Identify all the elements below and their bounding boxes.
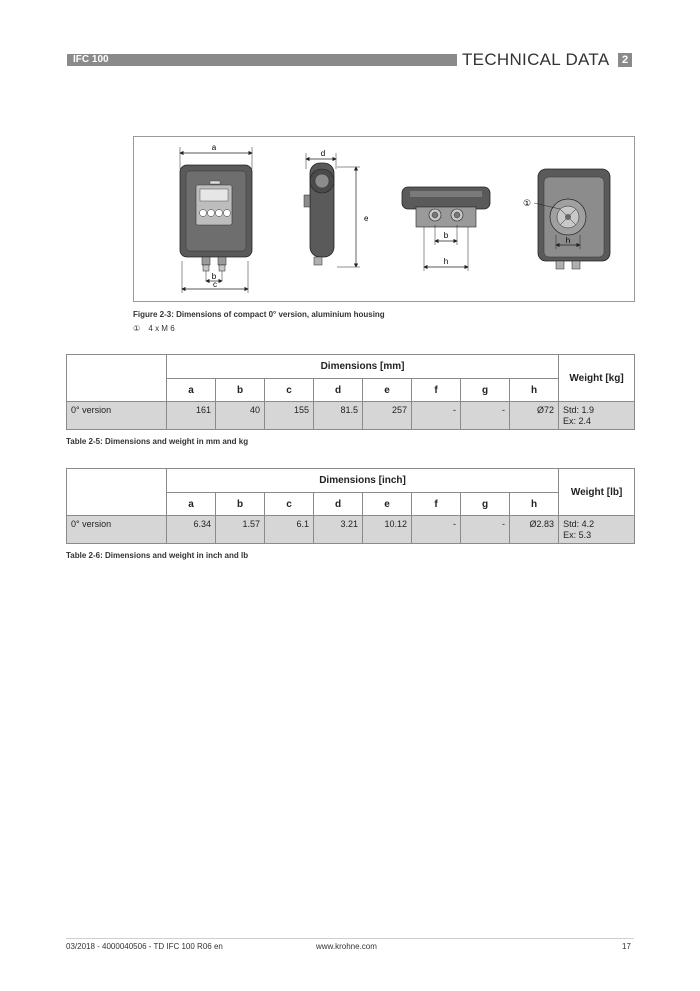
label-a: a: [211, 143, 217, 152]
weight-ex: Ex: 2.4: [563, 416, 592, 426]
header-section-title: TECHNICAL DATA: [462, 50, 610, 69]
column-header: b: [216, 493, 265, 516]
column-header: f: [412, 493, 461, 516]
table-cell: Ø2.83: [510, 516, 559, 544]
dimension-drawing: [134, 137, 636, 303]
table-cell: 1.57: [216, 516, 265, 544]
footer-page-number: 17: [622, 942, 631, 951]
dimensions-header: Dimensions [inch]: [167, 469, 559, 493]
column-header: g: [461, 379, 510, 402]
table-cell: 6.34: [167, 516, 216, 544]
table-cell: 3.21: [314, 516, 363, 544]
footer-website[interactable]: www.krohne.com: [316, 942, 377, 951]
column-header: h: [510, 379, 559, 402]
table-row: [67, 516, 635, 544]
table-cell: 257: [363, 402, 412, 430]
weight-cell: [559, 402, 635, 430]
label-b-front: b: [211, 272, 217, 281]
label-e: e: [364, 214, 369, 223]
marker-1: ①: [522, 199, 532, 209]
header-product-bar: [67, 54, 457, 66]
label-h-rear: h: [565, 236, 571, 245]
dimension-figure: [133, 136, 635, 302]
label-h-bottom: h: [443, 257, 449, 266]
table-cell: 161: [167, 402, 216, 430]
column-header: f: [412, 379, 461, 402]
column-header: e: [363, 379, 412, 402]
column-header: e: [363, 493, 412, 516]
table-row: [67, 402, 635, 430]
table-corner-cell: [67, 355, 167, 402]
column-header: d: [314, 379, 363, 402]
label-d: d: [320, 149, 326, 158]
dimensions-table-inch: [66, 468, 635, 544]
dimensions-header: Dimensions [mm]: [167, 355, 559, 379]
table-caption-mm: Table 2-5: Dimensions and weight in mm and kg: [66, 437, 249, 446]
weight-std: Std: 4.2: [563, 519, 595, 529]
figure-caption: Figure 2-3: Dimensions of compact 0° version, aluminium housing: [133, 310, 385, 319]
figure-note-text: 4 x M 6: [148, 324, 175, 333]
table-corner-cell: [67, 469, 167, 516]
column-header: c: [265, 379, 314, 402]
weight-std: Std: 1.9: [563, 405, 595, 415]
header-chapter-badge: 2: [618, 53, 632, 67]
column-header: c: [265, 493, 314, 516]
dimensions-table-mm: [66, 354, 635, 430]
column-header: b: [216, 379, 265, 402]
table-cell: -: [412, 402, 461, 430]
label-c: c: [213, 280, 217, 289]
table-cell: Ø72: [510, 402, 559, 430]
figure-note-number: ①: [133, 324, 141, 333]
table-cell: -: [461, 516, 510, 544]
table-cell: -: [412, 516, 461, 544]
column-header: g: [461, 493, 510, 516]
table-cell: 6.1: [265, 516, 314, 544]
weight-ex: Ex: 5.3: [563, 530, 592, 540]
label-b-bottom: b: [443, 231, 449, 240]
footer-rule: [66, 938, 634, 939]
table-cell: 10.12: [363, 516, 412, 544]
footer-doc-id: 03/2018 - 4000040506 - TD IFC 100 R06 en: [66, 942, 223, 951]
table-cell: -: [461, 402, 510, 430]
weight-cell: [559, 516, 635, 544]
row-label: 0° version: [67, 402, 167, 430]
column-header: a: [167, 379, 216, 402]
row-label: 0° version: [67, 516, 167, 544]
table-cell: 81.5: [314, 402, 363, 430]
column-header: h: [510, 493, 559, 516]
column-header: d: [314, 493, 363, 516]
header-product-name: IFC 100: [73, 54, 109, 65]
table-cell: 155: [265, 402, 314, 430]
table-cell: 40: [216, 402, 265, 430]
figure-note: [133, 324, 175, 333]
side-view: [304, 153, 360, 267]
column-header: a: [167, 493, 216, 516]
weight-header: Weight [kg]: [559, 355, 635, 402]
rear-view: [534, 169, 610, 269]
table-caption-inch: Table 2-6: Dimensions and weight in inch and lb: [66, 551, 249, 560]
weight-header: Weight [lb]: [559, 469, 635, 516]
